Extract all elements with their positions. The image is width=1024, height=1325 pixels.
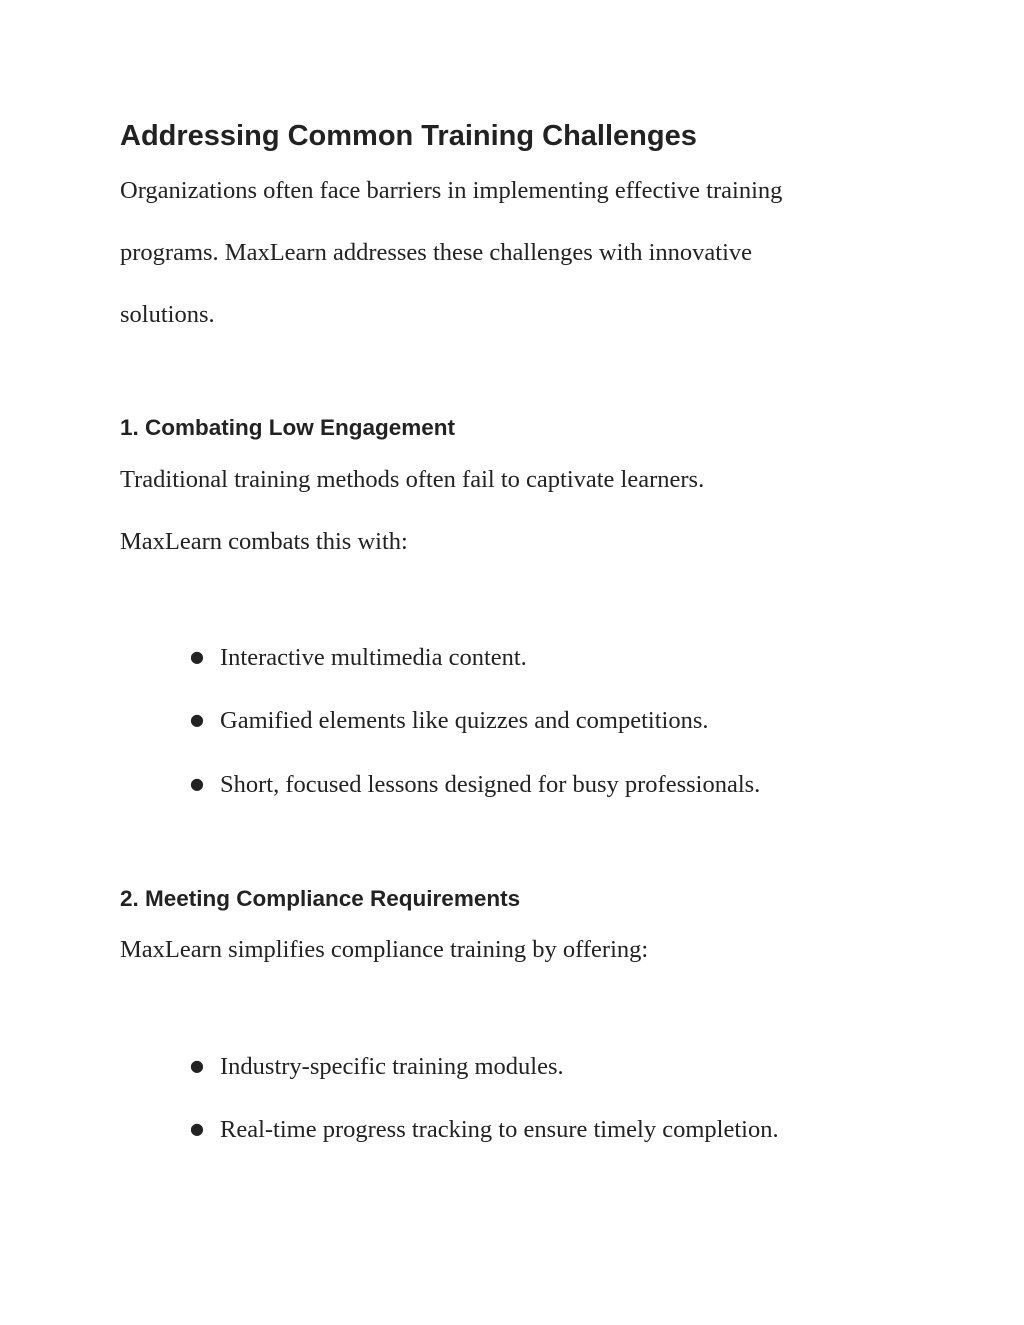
intro-line: Organizations often face barriers in implementing effective training [120, 177, 783, 204]
list-item [190, 1053, 564, 1081]
list-item [190, 707, 709, 735]
section-paragraph-line: MaxLearn combats this with: [120, 528, 408, 555]
bullet-icon: ● [190, 1056, 204, 1075]
intro-line: programs. MaxLearn addresses these challenges with innovative [120, 239, 753, 266]
list-item-text: Industry-specific training modules. [220, 1053, 564, 1080]
list-item-text: Real-time progress tracking to ensure timely completion. [220, 1116, 779, 1143]
bullet-icon: ● [190, 1119, 204, 1138]
list-item-text: Short, focused lessons designed for busy professionals. [220, 771, 761, 798]
section-heading: 2. Meeting Compliance Requirements [120, 886, 521, 911]
list-item [190, 644, 527, 672]
bullet-icon: ● [190, 647, 204, 666]
section-paragraph-line: Traditional training methods often fail to captivate learners. [120, 466, 705, 493]
bullet-icon: ● [190, 774, 204, 793]
list-item-text: Gamified elements like quizzes and competitions. [220, 707, 709, 734]
bullet-icon: ● [190, 710, 204, 729]
list-item [190, 771, 760, 799]
list-item [190, 1116, 779, 1144]
section-paragraph-line: MaxLearn simplifies compliance training by offering: [120, 936, 649, 963]
list-item-text: Interactive multimedia content. [220, 644, 527, 671]
page-title: Addressing Common Training Challenges [120, 120, 697, 152]
section-heading: 1. Combating Low Engagement [120, 415, 456, 440]
intro-line: solutions. [120, 301, 215, 328]
